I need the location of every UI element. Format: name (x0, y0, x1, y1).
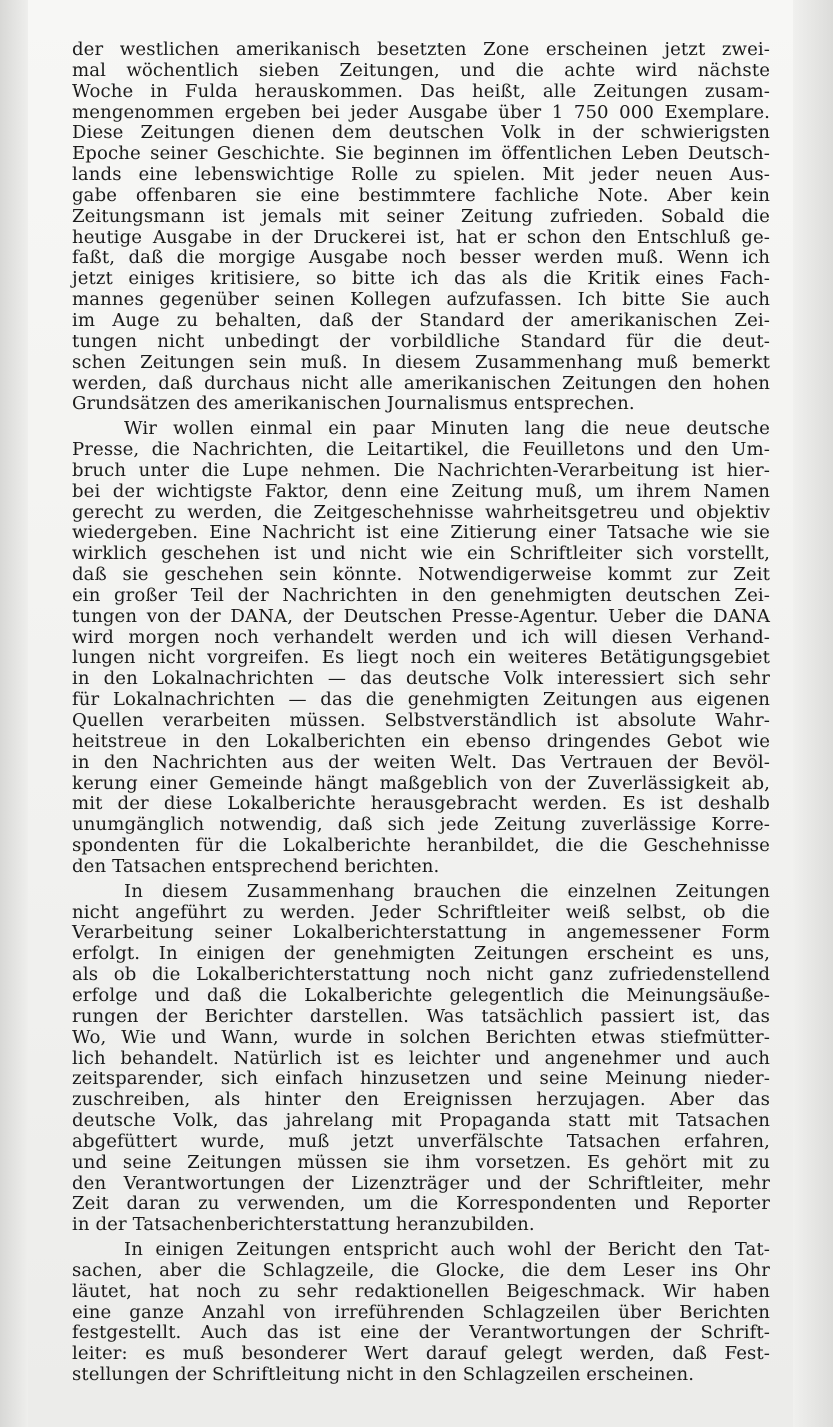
text-line: bruch unter die Lupe nehmen. Die Nachrichten-Verarbeitung ist hier- (72, 459, 770, 481)
body-text (72, 40, 770, 1390)
text-line: kerung einer Gemeinde hängt maßgeblich von der Zuverlässigkeit ab, (72, 772, 770, 794)
text-line: daß sie geschehen sein könnte. Notwendigerweise kommt zur Zeit (72, 564, 770, 586)
text-line: zeitsparender, sich einfach hinzusetzen und seine Meinung nieder- (72, 1068, 770, 1090)
text-line: mit der diese Lokalberichte herausgebracht werden. Es ist deshalb (72, 793, 770, 815)
text-line: Wo, Wie und Wann, wurde in solchen Berichten etwas stiefmütter- (72, 1026, 770, 1048)
paragraph (72, 40, 770, 415)
text-line: eine ganze Anzahl von irreführenden Schlagzeilen über Berichten (72, 1301, 770, 1323)
text-line: im Auge zu behalten, daß der Standard der amerikanischen Zei- (72, 309, 770, 331)
text-line: in der Tatsachenberichterstattung heranzubilden. (72, 1214, 535, 1236)
text-line: erfolgt. In einigen der genehmigten Zeitungen erscheint es uns, (72, 943, 770, 965)
paragraph (72, 882, 770, 1236)
text-line: bei der wichtigste Faktor, denn eine Zeitung muß, um ihrem Namen (72, 480, 770, 502)
text-line: abgefüttert wurde, muß jetzt unverfälschte Tatsachen erfahren, (72, 1130, 770, 1152)
text-line: und seine Zeitungen müssen sie ihm vorsetzen. Es gehört mit zu (72, 1151, 770, 1173)
text-line: Presse, die Nachrichten, die Leitartikel, die Feuilletons und den Um- (72, 439, 770, 461)
text-line: deutsche Volk, das jahrelang mit Propaganda statt mit Tatsachen (72, 1110, 770, 1132)
text-line: ein großer Teil der Nachrichten in den genehmigten deutschen Zei- (72, 584, 770, 606)
text-line: Wir wollen einmal ein paar Minuten lang die neue deutsche (124, 418, 770, 440)
text-line: rungen der Berichter darstellen. Was tatsächlich passiert ist, das (72, 1005, 770, 1027)
text-line: heitstreue in den Lokalberichten ein ebenso dringendes Gebot wie (72, 730, 770, 752)
text-line: lungen nicht vorgreifen. Es liegt noch ein weiteres Betätigungsgebiet (72, 647, 770, 669)
text-line: tungen nicht unbedingt der vorbildliche Standard für die deut- (72, 330, 770, 352)
text-line: stellungen der Schriftleitung nicht in den Schlagzeilen erscheinen. (72, 1364, 695, 1386)
text-line: heutige Ausgabe in der Druckerei ist, hat er schon den Entschluß ge- (72, 226, 770, 248)
text-line: Diese Zeitungen dienen dem deutschen Volk in der schwierigsten (72, 122, 770, 144)
text-line: mal wöchentlich sieben Zeitungen, und die achte wird nächste (72, 59, 770, 81)
paragraph (72, 1240, 770, 1386)
scan-shadow-right (793, 0, 833, 1427)
text-line: festgestellt. Auch das ist eine der Verantwortungen der Schrift- (72, 1322, 770, 1344)
text-line: wird morgen noch verhandelt werden und ich will diesen Verhand- (72, 626, 770, 648)
text-line: wiedergeben. Eine Nachricht ist eine Zitierung einer Tatsache wie sie (72, 522, 770, 544)
text-line: wirklich geschehen ist und nicht wie ein Schriftleiter sich vorstellt, (72, 543, 770, 565)
text-line: den Tatsachen entsprechend berichten. (72, 855, 440, 877)
text-line: nicht angeführt zu werden. Jeder Schriftleiter weiß selbst, ob die (72, 901, 770, 923)
text-line: tungen von der DANA, der Deutschen Presse-Agentur. Ueber die DANA (72, 605, 770, 627)
text-line: In einigen Zeitungen entspricht auch wohl der Bericht den Tat- (124, 1239, 770, 1261)
text-line: in den Nachrichten aus der weiten Welt. Das Vertrauen der Bevöl- (72, 751, 770, 773)
text-line: lands eine lebenswichtige Rolle zu spielen. Mit jeder neuen Aus- (72, 164, 770, 186)
text-line: Zeit daran zu verwenden, um die Korrespondenten und Reporter (72, 1193, 770, 1215)
text-line: jetzt einiges kritisiere, so bitte ich das als die Kritik eines Fach- (72, 268, 770, 290)
text-line: Epoche seiner Geschichte. Sie beginnen im öffentlichen Leben Deutsch- (72, 143, 770, 165)
text-line: unumgänglich notwendig, daß sich jede Zeitung zuverlässige Korre- (72, 814, 770, 836)
text-line: gabe offenbaren sie eine bestimmtere fachliche Note. Aber kein (72, 184, 770, 206)
text-line: läutet, hat noch zu sehr redaktionellen Beigeschmack. Wir haben (72, 1280, 770, 1302)
text-line: faßt, daß die morgige Ausgabe noch besser werden muß. Wenn ich (72, 247, 770, 269)
text-line: sachen, aber die Schlagzeile, die Glocke, die dem Leser ins Ohr (72, 1259, 770, 1281)
text-line: der westlichen amerikanisch besetzten Zone erscheinen jetzt zwei- (72, 39, 770, 60)
text-line: Zeitungsmann ist jemals mit seiner Zeitung zufrieden. Sobald die (72, 205, 770, 227)
text-line: schen Zeitungen sein muß. In diesem Zusammenhang muß bemerkt (72, 351, 770, 373)
text-line: Quellen verarbeiten müssen. Selbstverständlich ist absolute Wahr- (72, 710, 770, 731)
text-line: leiter: es muß besonderer Wert darauf gelegt werden, daß Fest- (72, 1343, 770, 1365)
text-line: für Lokalnachrichten — das die genehmigten Zeitungen aus eigenen (72, 689, 770, 711)
scan-shadow-left (0, 0, 28, 1427)
text-line: gerecht zu werden, die Zeitgeschehnisse wahrheitsgetreu und objektiv (72, 501, 770, 523)
text-line: Verarbeitung seiner Lokalberichterstattung in angemessener Form (72, 922, 770, 944)
text-line: mannes gegenüber seinen Kollegen aufzufassen. Ich bitte Sie auch (72, 289, 770, 311)
text-line: als ob die Lokalberichterstattung noch nicht ganz zufriedenstellend (72, 964, 770, 986)
text-line: lich behandelt. Natürlich ist es leichter und angenehmer und auch (72, 1047, 770, 1069)
text-line: mengenommen ergeben bei jeder Ausgabe über 1 750 000 Exemplare. (72, 101, 770, 123)
text-line: erfolge und daß die Lokalberichte gelegentlich die Meinungsäuße- (72, 984, 770, 1006)
text-line: In diesem Zusammenhang brauchen die einzelnen Zeitungen (124, 880, 770, 902)
text-line: in den Lokalnachrichten — das deutsche Volk interessiert sich sehr (72, 668, 770, 690)
text-line: werden, daß durchaus nicht alle amerikanischen Zeitungen den hohen (72, 372, 770, 394)
text-line: Woche in Fulda herauskommen. Das heißt, alle Zeitungen zusam- (72, 80, 770, 102)
paragraph (72, 419, 770, 878)
text-line: Grundsätzen des amerikanischen Journalismus entsprechen. (72, 393, 635, 415)
text-line: spondenten für die Lokalberichte heranbildet, die die Geschehnisse (72, 835, 770, 857)
text-line: zuschreiben, als hinter den Ereignissen herzujagen. Aber das (72, 1089, 770, 1111)
text-line: den Verantwortungen der Lizenzträger und der Schriftleiter, mehr (72, 1172, 770, 1194)
